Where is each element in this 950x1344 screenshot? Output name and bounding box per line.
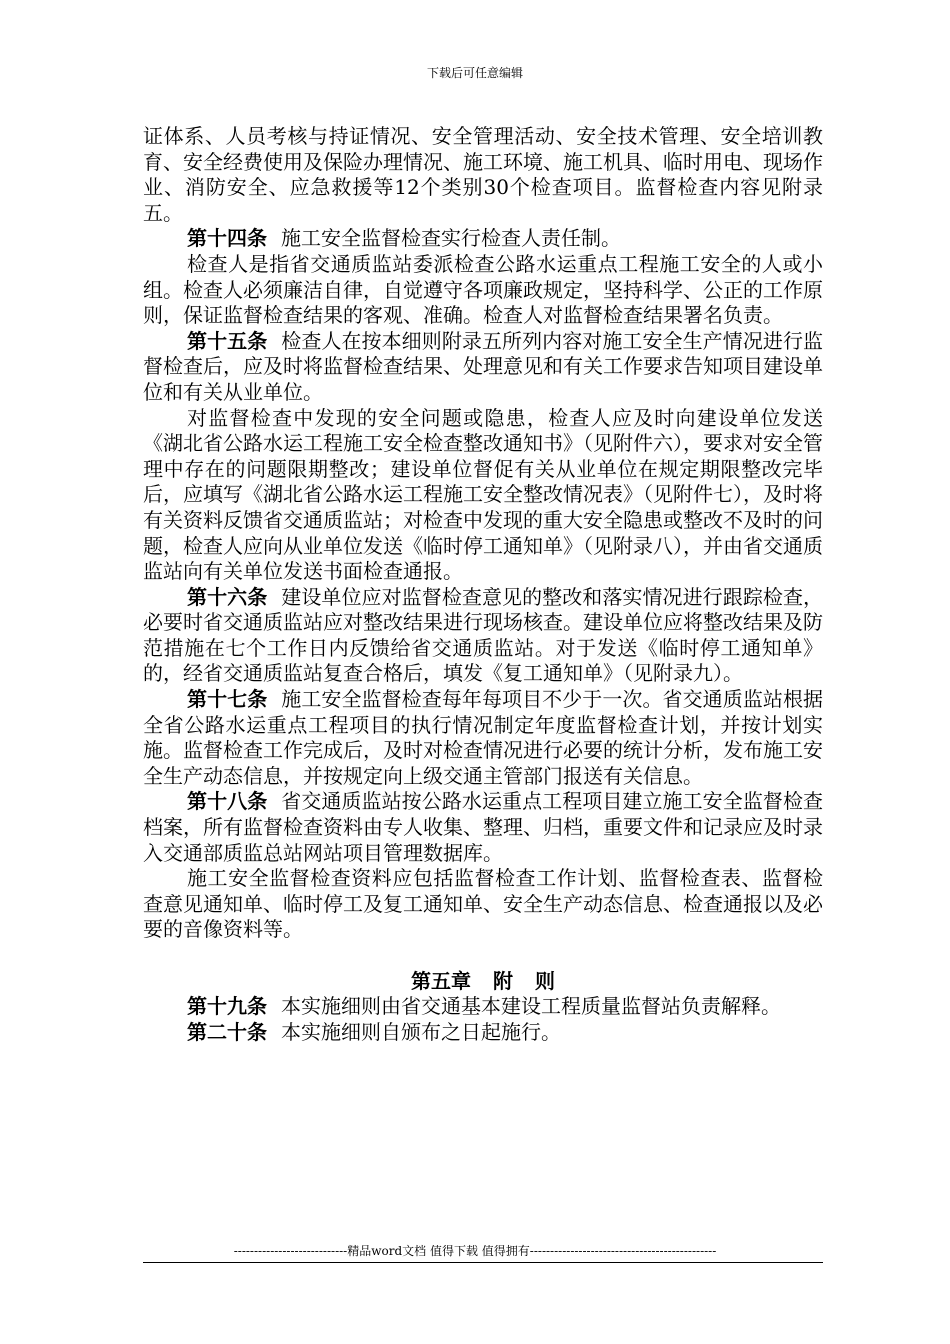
article-17-text: 施工安全监督检查每年每项目不少于一次。省交通质监站根据全省公路水运重点工程项目的执行情况制定年度监督检查计划，并按计划实施。监督检查工作完成后，及时对检查情况进行必要的统计分析，发布施工安全生产动态信息，并按规定向上级交通主管部门报送有关信息。 xyxy=(143,687,824,788)
page-header-note: 下载后可任意编辑 xyxy=(426,66,523,80)
article-19 xyxy=(143,994,823,1020)
article-20-label: 第二十条 xyxy=(187,1019,267,1044)
article-19-label: 第十九条 xyxy=(187,994,267,1019)
paragraph-inspector-definition: 检查人是指省交通质监站委派检查公路水运重点工程施工安全的人或小组。检查人必须廉洁自律，自觉遵守各项廉政规定，坚持科学、公正的工作原则，保证监督检查结果的客观、准确。检查人对监督检查结果署名负责。 xyxy=(143,251,823,328)
article-14-text: 施工安全监督检查实行检查人责任制。 xyxy=(281,226,621,251)
article-14-label: 第十四条 xyxy=(187,226,267,251)
paragraph-continuation: 证体系、人员考核与持证情况、安全管理活动、安全技术管理、安全培训教育、安全经费使用及保险办理情况、施工环境、施工机具、临时用电、现场作业、消防安全、应急救援等12个类别30个检查项目。监督检查内容见附录五。 xyxy=(143,124,823,225)
article-18-text: 省交通质监站按公路水运重点工程项目建立施工安全监督检查档案，所有监督检查资料由专人收集、整理、归档，重要文件和记录应及时录入交通部质监总站网站项目管理数据库。 xyxy=(143,789,824,865)
article-19-text: 本实施细则由省交通基本建设工程质量监督站负责解释。 xyxy=(281,994,781,1019)
paragraph-inspection-records: 施工安全监督检查资料应包括监督检查工作计划、监督检查表、监督检查意见通知单、临时停工及复工通知单、安全生产动态信息、检查通报以及必要的音像资料等。 xyxy=(143,866,823,942)
article-16 xyxy=(143,585,823,687)
chapter-number: 第五章 xyxy=(411,968,471,993)
article-16-text: 建设单位应对监督检查意见的整改和落实情况进行跟踪检查，必要时省交通质监站应对整改结果进行现场核查。建设单位应将整改结果及防范措施在七个工作日内反馈给省交通质监站。对于发送《临时停工通知单》的，经省交通质监站复查合格后，填发《复工通知单》（见附录九）。 xyxy=(143,584,824,686)
article-17-label: 第十七条 xyxy=(187,687,268,712)
footer-divider xyxy=(143,1262,823,1263)
blank-line xyxy=(143,943,823,969)
chapter-heading xyxy=(143,969,823,995)
chapter-title-part-1: 附 xyxy=(493,968,513,993)
article-15-label: 第十五条 xyxy=(187,328,268,353)
page-footer-note: ----------------------------精品word文档 值得下载 值得拥有---------------------------------------------- xyxy=(233,1244,717,1258)
article-14 xyxy=(143,226,823,252)
article-20 xyxy=(143,1020,823,1046)
article-16-label: 第十六条 xyxy=(187,584,268,609)
article-18-label: 第十八条 xyxy=(187,789,268,814)
chapter-title-part-2: 则 xyxy=(535,968,555,993)
article-20-text: 本实施细则自颁布之日起施行。 xyxy=(281,1019,561,1044)
article-18 xyxy=(143,789,823,866)
article-15-text: 检查人在按本细则附录五所列内容对施工安全生产情况进行监督检查后，应及时将监督检查结果、处理意见和有关工作要求告知项目建设单位和有关从业单位。 xyxy=(143,328,824,404)
article-17 xyxy=(143,687,823,789)
document-body xyxy=(143,124,823,1045)
paragraph-rectification-notice: 对监督检查中发现的安全问题或隐患，检查人应及时向建设单位发送《湖北省公路水运工程施工安全检查整改通知书》（见附件六），要求对安全管理中存在的问题限期整改；建设单位督促有关从业单位在规定期限整改完毕后，应填写《湖北省公路水运工程施工安全整改情况表》（见附件七），及时将有关资料反馈省交通质监站；对检查中发现的重大安全隐患或整改不及时的问题，检查人应向从业单位发送《临时停工通知单》（见附录八），并由省交通质监站向有关单位发送书面检查通报。 xyxy=(143,405,823,584)
article-15 xyxy=(143,329,823,406)
